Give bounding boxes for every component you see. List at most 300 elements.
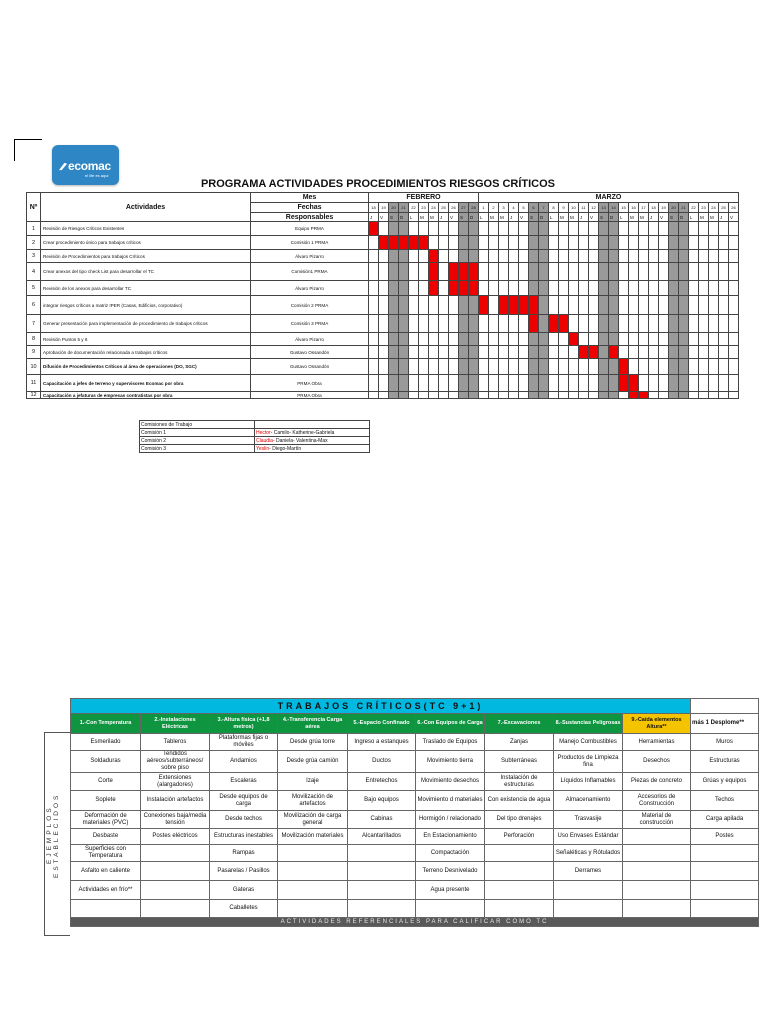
activity-name: Revisión de Procedimientos para trabajos Críticos	[41, 250, 251, 263]
gantt-day-cell	[629, 346, 639, 359]
gantt-day-cell	[719, 222, 729, 236]
gantt-day-cell	[589, 359, 599, 375]
gantt-day-cell	[389, 346, 399, 359]
weekday-letter: L	[549, 213, 559, 222]
tc-example-cell	[485, 845, 554, 862]
gantt-day-cell	[699, 315, 709, 333]
activity-number: 9	[27, 346, 41, 359]
weekday-letter: D	[609, 213, 619, 222]
tc-example-cell	[141, 862, 210, 881]
weekday-letter: V	[449, 213, 459, 222]
gantt-day-cell	[539, 392, 549, 399]
gantt-day-cell	[389, 375, 399, 392]
gantt-day-cell	[399, 375, 409, 392]
gantt-day-cell	[459, 346, 469, 359]
gantt-day-cell	[719, 281, 729, 296]
gantt-day-cell	[719, 250, 729, 263]
gantt-day-cell	[379, 222, 389, 236]
gantt-day-cell	[609, 333, 619, 346]
gantt-day-cell	[599, 359, 609, 375]
gantt-day-cell	[729, 281, 739, 296]
gantt-day-cell	[439, 346, 449, 359]
weekday-letter: J	[649, 213, 659, 222]
tc-example-cell: Deformación de materiales (PVC)	[71, 811, 141, 829]
gantt-day-cell	[649, 250, 659, 263]
gantt-day-cell	[449, 315, 459, 333]
tc-example-cell: Muros	[691, 734, 759, 751]
tc-example-cell: Del tipo drenajes	[485, 811, 554, 829]
activity-name: integrar riesgos críticos a matriz IPER (Casas, Edificios, corporativo)	[41, 296, 251, 315]
tc-example-row	[71, 773, 759, 791]
gantt-bar-cell	[449, 281, 459, 296]
gantt-day-cell	[429, 315, 439, 333]
tc-category-header: 7.-Excavaciones	[485, 714, 554, 734]
day-number: 24	[429, 203, 439, 213]
gantt-day-cell	[539, 250, 549, 263]
gantt-bar-cell	[429, 281, 439, 296]
gantt-day-cell	[689, 359, 699, 375]
gantt-day-cell	[479, 281, 489, 296]
gantt-day-cell	[499, 392, 509, 399]
gantt-day-cell	[549, 392, 559, 399]
logo-swoosh-icon	[59, 162, 68, 171]
tc-category-header: 8.-Sustancias Peligrosas	[554, 714, 623, 734]
gantt-day-cell	[449, 346, 459, 359]
gantt-day-cell	[399, 359, 409, 375]
gantt-day-cell	[729, 346, 739, 359]
tc-example-cell: Desde equipos de carga	[210, 791, 278, 811]
tc-footer: ACTIVIDADES REFERENCIALES PARA CALIFICAR COMO TC	[71, 918, 759, 927]
gantt-day-cell	[449, 359, 459, 375]
gantt-day-cell	[699, 375, 709, 392]
commission-members	[255, 437, 370, 445]
tc-header-row	[71, 714, 759, 734]
weekday-letter: M	[499, 213, 509, 222]
commission-lead: Hector	[256, 429, 271, 436]
examples-side-label: EJEMPLOS ESTABLECIDOS	[46, 792, 60, 878]
gantt-day-cell	[659, 333, 669, 346]
tc-example-cell: Pasarelas / Pasillos	[210, 862, 278, 881]
gantt-day-cell	[369, 281, 379, 296]
gantt-day-cell	[709, 236, 719, 250]
gantt-day-cell	[679, 375, 689, 392]
gantt-day-cell	[529, 346, 539, 359]
gantt-day-cell	[479, 222, 489, 236]
gantt-row	[27, 392, 739, 399]
gantt-day-cell	[579, 392, 589, 399]
gantt-day-cell	[569, 346, 579, 359]
gantt-day-cell	[409, 263, 419, 281]
commission-lead: Yeslin	[256, 445, 270, 452]
commissions-header: Comisiones de Trabajo	[140, 421, 255, 429]
tc-example-cell: Tableros	[141, 734, 210, 751]
tc-example-cell	[623, 845, 691, 862]
gantt-day-cell	[599, 375, 609, 392]
page-title: PROGRAMA ACTIVIDADES PROCEDIMIENTOS RIESGOS CRÍTICOS	[200, 178, 556, 190]
gantt-bar-cell	[469, 263, 479, 281]
gantt-day-cell	[659, 315, 669, 333]
gantt-day-cell	[589, 250, 599, 263]
tc-example-cell: Zanjas	[485, 734, 554, 751]
gantt-header-row-month	[27, 193, 739, 203]
weekday-letter: J	[579, 213, 589, 222]
gantt-day-cell	[619, 222, 629, 236]
gantt-day-cell	[589, 296, 599, 315]
gantt-day-cell	[539, 333, 549, 346]
tc-example-cell: Bajo equipos	[348, 791, 416, 811]
tc-example-row	[71, 829, 759, 845]
tc-example-cell: Almacenamiento	[554, 791, 623, 811]
day-number: 20	[389, 203, 399, 213]
gantt-day-cell	[459, 236, 469, 250]
gantt-day-cell	[469, 346, 479, 359]
gantt-day-cell	[569, 263, 579, 281]
commission-row	[140, 445, 370, 453]
gantt-bar-cell	[499, 296, 509, 315]
tc-example-cell: Tendidos aéreos/subterráneos/ sobre piso	[141, 751, 210, 773]
gantt-table	[26, 192, 739, 399]
gantt-day-cell	[679, 236, 689, 250]
day-number: 10	[569, 203, 579, 213]
gantt-row	[27, 375, 739, 392]
gantt-day-cell	[669, 250, 679, 263]
tc-example-cell	[554, 900, 623, 918]
gantt-day-cell	[629, 222, 639, 236]
gantt-day-cell	[649, 315, 659, 333]
gantt-day-cell	[489, 315, 499, 333]
gantt-day-cell	[629, 315, 639, 333]
tc-example-cell	[278, 881, 348, 900]
gantt-day-cell	[729, 375, 739, 392]
day-number: 6	[529, 203, 539, 213]
gantt-day-cell	[649, 346, 659, 359]
weekday-letter: V	[659, 213, 669, 222]
tc-category-header: 4.-Transferencia Carga aérea	[278, 714, 348, 734]
gantt-day-cell	[639, 250, 649, 263]
gantt-day-cell	[639, 236, 649, 250]
gantt-day-cell	[369, 333, 379, 346]
gantt-day-cell	[599, 281, 609, 296]
activity-name: Revisión Puntos 5 y 6	[41, 333, 251, 346]
gantt-day-cell	[469, 296, 479, 315]
gantt-day-cell	[369, 375, 379, 392]
tc-example-cell: Movilización de artefactos	[278, 791, 348, 811]
gantt-day-cell	[579, 333, 589, 346]
gantt-day-cell	[529, 333, 539, 346]
gantt-day-cell	[689, 346, 699, 359]
gantt-day-cell	[379, 281, 389, 296]
gantt-day-cell	[609, 359, 619, 375]
tc-example-cell: Soplete	[71, 791, 141, 811]
activity-responsible: PRMA Obra	[251, 375, 369, 392]
day-number: 3	[499, 203, 509, 213]
tc-example-cell	[141, 845, 210, 862]
gantt-day-cell	[429, 346, 439, 359]
activity-number: 5	[27, 281, 41, 296]
gantt-day-cell	[499, 263, 509, 281]
gantt-day-cell	[639, 333, 649, 346]
gantt-bar-cell	[629, 375, 639, 392]
gantt-day-cell	[539, 263, 549, 281]
gantt-day-cell	[399, 296, 409, 315]
tc-example-cell	[691, 881, 759, 900]
gantt-day-cell	[579, 375, 589, 392]
gantt-day-cell	[609, 222, 619, 236]
tc-example-row	[71, 811, 759, 829]
gantt-day-cell	[409, 392, 419, 399]
gantt-bar-cell	[569, 333, 579, 346]
gantt-bar-cell	[529, 296, 539, 315]
day-number: 16	[629, 203, 639, 213]
gantt-day-cell	[569, 222, 579, 236]
gantt-day-cell	[479, 333, 489, 346]
gantt-bar-cell	[429, 250, 439, 263]
gantt-day-cell	[439, 359, 449, 375]
gantt-day-cell	[659, 263, 669, 281]
gantt-day-cell	[479, 375, 489, 392]
gantt-bar-cell	[479, 296, 489, 315]
gantt-day-cell	[429, 375, 439, 392]
tc-example-cell	[141, 900, 210, 918]
weekday-letter: D	[679, 213, 689, 222]
row-responsables-label: Responsables	[251, 213, 369, 222]
tc-example-cell: Subterráneas	[485, 751, 554, 773]
gantt-day-cell	[629, 236, 639, 250]
corner-mark-vertical	[14, 139, 15, 161]
gantt-day-cell	[489, 375, 499, 392]
tc-example-cell: Herramientas	[623, 734, 691, 751]
activity-responsible: Comisión1 PRMA	[251, 263, 369, 281]
gantt-day-cell	[409, 315, 419, 333]
gantt-day-cell	[379, 333, 389, 346]
gantt-day-cell	[619, 333, 629, 346]
weekday-letter: S	[599, 213, 609, 222]
tc-example-row	[71, 862, 759, 881]
gantt-day-cell	[649, 359, 659, 375]
logo-tagline: el life es aqui	[85, 173, 109, 178]
gantt-day-cell	[399, 333, 409, 346]
gantt-bar-cell	[509, 296, 519, 315]
gantt-day-cell	[679, 296, 689, 315]
gantt-day-cell	[589, 315, 599, 333]
gantt-day-cell	[729, 263, 739, 281]
gantt-day-cell	[479, 346, 489, 359]
tc-example-cell: Actividades en frío**	[71, 881, 141, 900]
gantt-day-cell	[659, 346, 669, 359]
gantt-day-cell	[679, 359, 689, 375]
gantt-day-cell	[389, 315, 399, 333]
tc-example-cell	[416, 900, 485, 918]
gantt-day-cell	[599, 296, 609, 315]
tc-example-cell: Superficies con Temperatura	[71, 845, 141, 862]
gantt-day-cell	[439, 250, 449, 263]
gantt-day-cell	[639, 359, 649, 375]
tc-category-header: 3.-Altura física (+1,8 metros)	[210, 714, 278, 734]
tc-title-empty	[691, 699, 759, 714]
tc-example-cell: Carga apilada	[691, 811, 759, 829]
gantt-day-cell	[419, 250, 429, 263]
gantt-day-cell	[609, 250, 619, 263]
gantt-day-cell	[689, 222, 699, 236]
gantt-day-cell	[609, 375, 619, 392]
gantt-day-cell	[399, 315, 409, 333]
gantt-day-cell	[659, 236, 669, 250]
gantt-day-cell	[599, 263, 609, 281]
tc-example-cell: Alcantarillados	[348, 829, 416, 845]
gantt-day-cell	[559, 333, 569, 346]
gantt-day-cell	[539, 236, 549, 250]
gantt-row	[27, 250, 739, 263]
gantt-day-cell	[649, 375, 659, 392]
gantt-day-cell	[409, 222, 419, 236]
gantt-day-cell	[609, 392, 619, 399]
gantt-day-cell	[419, 375, 429, 392]
gantt-day-cell	[719, 375, 729, 392]
gantt-day-cell	[649, 333, 659, 346]
gantt-day-cell	[509, 375, 519, 392]
gantt-day-cell	[679, 263, 689, 281]
activity-number: 6	[27, 296, 41, 315]
day-number: 19	[659, 203, 669, 213]
gantt-day-cell	[679, 346, 689, 359]
gantt-day-cell	[389, 359, 399, 375]
gantt-day-cell	[459, 333, 469, 346]
gantt-day-cell	[389, 281, 399, 296]
gantt-bar-cell	[619, 359, 629, 375]
tc-example-cell	[623, 862, 691, 881]
gantt-day-cell	[399, 392, 409, 399]
tc-example-cell: Cabinas	[348, 811, 416, 829]
gantt-day-cell	[469, 375, 479, 392]
gantt-day-cell	[519, 281, 529, 296]
gantt-day-cell	[559, 359, 569, 375]
gantt-day-cell	[729, 333, 739, 346]
gantt-day-cell	[469, 222, 479, 236]
gantt-day-cell	[479, 359, 489, 375]
gantt-day-cell	[479, 263, 489, 281]
gantt-day-cell	[499, 281, 509, 296]
tc-example-cell: Terreno Desnivelado	[416, 862, 485, 881]
gantt-day-cell	[459, 359, 469, 375]
gantt-day-cell	[429, 222, 439, 236]
gantt-day-cell	[519, 346, 529, 359]
tc-title-row	[71, 699, 759, 714]
gantt-bar-cell	[469, 281, 479, 296]
gantt-day-cell	[369, 359, 379, 375]
gantt-day-cell	[559, 263, 569, 281]
weekday-letter: V	[519, 213, 529, 222]
gantt-day-cell	[519, 263, 529, 281]
tc-example-cell	[623, 829, 691, 845]
gantt-day-cell	[479, 315, 489, 333]
activity-responsible: Comisión 3 PRMA	[251, 315, 369, 333]
gantt-day-cell	[519, 392, 529, 399]
gantt-day-cell	[479, 250, 489, 263]
gantt-row	[27, 263, 739, 281]
gantt-day-cell	[659, 375, 669, 392]
tc-category-header: 6.-Con Equipos de Carga	[416, 714, 485, 734]
tc-example-cell: Soldaduras	[71, 751, 141, 773]
gantt-day-cell	[379, 263, 389, 281]
gantt-day-cell	[529, 281, 539, 296]
gantt-day-cell	[719, 296, 729, 315]
gantt-day-cell	[579, 296, 589, 315]
gantt-day-cell	[689, 263, 699, 281]
day-number: 18	[369, 203, 379, 213]
activity-number: 4	[27, 263, 41, 281]
gantt-day-cell	[709, 359, 719, 375]
gantt-day-cell	[579, 359, 589, 375]
gantt-day-cell	[519, 315, 529, 333]
gantt-day-cell	[509, 250, 519, 263]
corner-mark-horizontal	[14, 139, 42, 140]
commission-row	[140, 437, 370, 445]
day-number: 19	[379, 203, 389, 213]
gantt-day-cell	[489, 263, 499, 281]
tc-example-cell: Instalación artefactos	[141, 791, 210, 811]
gantt-day-cell	[439, 392, 449, 399]
tc-category-header: 5.-Espacio Confinado	[348, 714, 416, 734]
day-number: 20	[669, 203, 679, 213]
gantt-day-cell	[549, 281, 559, 296]
activity-name: Capacitación a jefaturas de empresas contratistas por obra	[41, 392, 251, 399]
gantt-row	[27, 359, 739, 375]
day-number: 18	[649, 203, 659, 213]
month-febrero: FEBRERO	[369, 193, 479, 203]
tc-example-cell: Movimiento tierra	[416, 751, 485, 773]
gantt-day-cell	[519, 333, 529, 346]
weekday-letter: J	[369, 213, 379, 222]
commission-label: Comisión 2	[140, 437, 255, 445]
gantt-day-cell	[609, 263, 619, 281]
gantt-day-cell	[579, 281, 589, 296]
gantt-day-cell	[449, 222, 459, 236]
commission-row	[140, 429, 370, 437]
gantt-bar-cell	[549, 315, 559, 333]
gantt-day-cell	[649, 392, 659, 399]
gantt-day-cell	[659, 222, 669, 236]
gantt-day-cell	[479, 392, 489, 399]
gantt-day-cell	[559, 392, 569, 399]
gantt-day-cell	[559, 222, 569, 236]
gantt-day-cell	[579, 263, 589, 281]
gantt-day-cell	[699, 333, 709, 346]
gantt-day-cell	[499, 315, 509, 333]
gantt-bar-cell	[639, 392, 649, 399]
gantt-day-cell	[639, 375, 649, 392]
tc-example-cell: Desde grúa camión	[278, 751, 348, 773]
gantt-bar-cell	[609, 346, 619, 359]
commission-lead: Claudia	[256, 437, 273, 444]
tc-example-row	[71, 734, 759, 751]
gantt-day-cell	[709, 392, 719, 399]
day-number: 14	[609, 203, 619, 213]
gantt-day-cell	[469, 315, 479, 333]
gantt-row	[27, 281, 739, 296]
gantt-day-cell	[519, 375, 529, 392]
gantt-day-cell	[659, 250, 669, 263]
tc-example-cell	[691, 862, 759, 881]
day-number: 21	[679, 203, 689, 213]
commission-member-list: - Diego-Martín	[269, 445, 302, 452]
gantt-day-cell	[509, 263, 519, 281]
gantt-day-cell	[389, 392, 399, 399]
day-number: 8	[549, 203, 559, 213]
weekday-letter: M	[429, 213, 439, 222]
tc-example-cell: Plataformas fijas o móviles	[210, 734, 278, 751]
tc-example-cell	[485, 862, 554, 881]
gantt-day-cell	[599, 315, 609, 333]
